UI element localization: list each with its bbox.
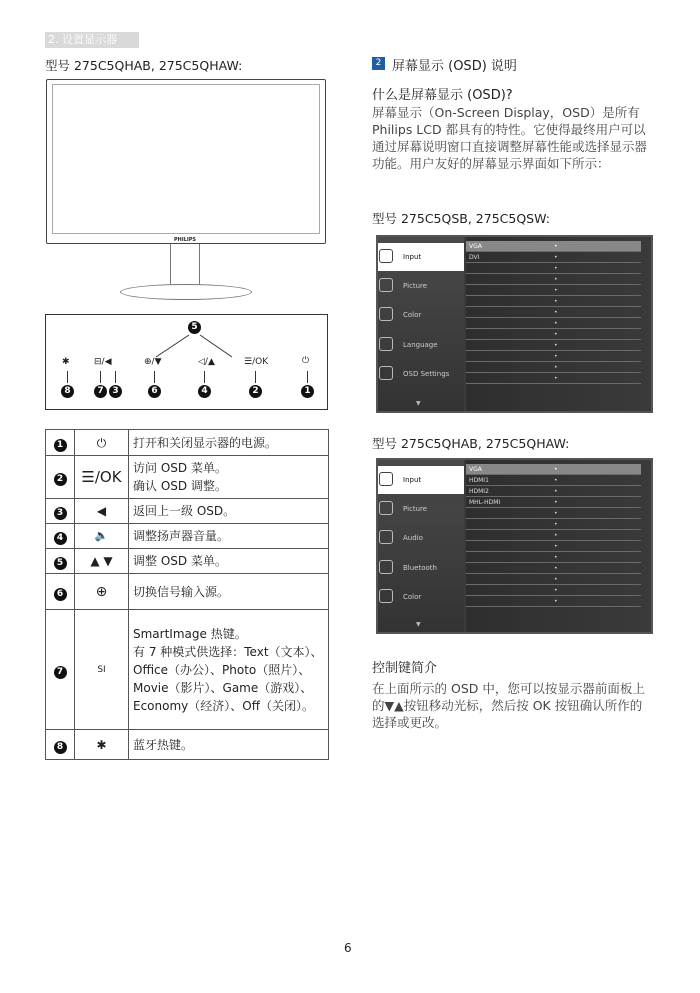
row-number: 6 xyxy=(54,588,67,601)
osd-menu-item-color: Color xyxy=(378,583,464,611)
input-icon xyxy=(379,472,393,486)
callout-line-2 xyxy=(255,371,256,383)
power-icon: ⏻ xyxy=(75,430,129,456)
scroll-down-icon: ▼ xyxy=(416,621,421,628)
osd-option: MHL-HDMI • xyxy=(466,497,641,508)
callout-6: 6 xyxy=(148,385,161,398)
input-down-button: ⊕/▼ xyxy=(144,357,162,367)
menu-icon: ☰ xyxy=(244,357,253,367)
osd1-model-heading: 型号 275C5QSB, 275C5QSW: xyxy=(372,211,550,226)
bluetooth-icon xyxy=(379,560,393,574)
osd-menu-item-picture: Picture xyxy=(378,272,464,300)
settings-icon xyxy=(379,366,393,380)
osd-option: VGA • xyxy=(466,241,641,252)
row-description: 调整 OSD 菜单。 xyxy=(129,549,329,574)
section-title: 屏幕显示 (OSD) 说明 xyxy=(392,59,517,74)
language-icon xyxy=(379,337,393,351)
osd-menu-item-bluetooth: Bluetooth xyxy=(378,554,464,582)
monitor-screen xyxy=(52,84,320,234)
back-arrow-icon: ◀ xyxy=(75,499,129,524)
monitor-stand-base xyxy=(120,284,252,300)
osd-option: • xyxy=(466,318,641,329)
osd-option: • xyxy=(466,563,641,574)
osd-option: DVI • xyxy=(466,252,641,263)
smartimage-icon: ⊟ xyxy=(94,357,102,367)
speaker-icon: 🔈 xyxy=(75,524,129,549)
speaker-icon: ◁ xyxy=(198,357,205,367)
callout-1: 1 xyxy=(301,385,314,398)
osd-menu-item-input: Input xyxy=(378,243,464,271)
row-description: 返回上一级 OSD。 xyxy=(129,499,329,524)
monitor-brand-logo: PHILIPS xyxy=(173,237,197,243)
osd-option: • xyxy=(466,296,641,307)
osd-submenu xyxy=(466,460,651,632)
volume-up-button: ◁/▲ xyxy=(198,357,215,367)
callout-line-4 xyxy=(204,371,205,383)
row-description: 访问 OSD 菜单。 确认 OSD 调整。 xyxy=(129,456,329,499)
smartimage-back-button: ⊟/◀ xyxy=(94,357,112,367)
audio-icon xyxy=(379,530,393,544)
osd-option: • xyxy=(466,274,641,285)
callout-line-7 xyxy=(100,371,101,383)
picture-icon xyxy=(379,501,393,515)
color-icon xyxy=(379,589,393,603)
callout-7: 7 xyxy=(94,385,107,398)
callout-line-3 xyxy=(115,371,116,383)
section-tab: 2. 设置显示器 xyxy=(45,32,139,48)
osd-option: • xyxy=(466,508,641,519)
control-key-table xyxy=(45,429,329,760)
table-row xyxy=(46,430,329,456)
row-number: 3 xyxy=(54,507,67,520)
callout-2: 2 xyxy=(249,385,262,398)
page-number: 6 xyxy=(344,941,352,955)
section-number-badge: 2 xyxy=(372,57,385,70)
osd-option: • xyxy=(466,285,641,296)
osd-main-menu xyxy=(378,237,464,411)
table-row xyxy=(46,730,329,760)
osd-option: • xyxy=(466,519,641,530)
power-icon: ⏻ xyxy=(302,356,310,366)
callout-3: 3 xyxy=(109,385,122,398)
row-number: 7 xyxy=(54,666,67,679)
callout-8: 8 xyxy=(61,385,74,398)
controls-paragraph: 在上面所示的 OSD 中，您可以按显示器前面板上的▼▲按钮移动光标，然后按 OK 按钮确认所作的选择或更改。 xyxy=(372,681,645,730)
callout-line-1 xyxy=(307,371,308,383)
osd-menu-screenshot-2 xyxy=(376,458,653,634)
osd-subtitle: 什么是屏幕显示 (OSD)? xyxy=(372,88,513,103)
table-row xyxy=(46,549,329,574)
osd-menu-item-input: Input xyxy=(378,466,464,494)
osd-option: • xyxy=(466,596,641,607)
callout-lines-5 xyxy=(46,315,329,411)
left-model-heading: 型号 275C5QHAB, 275C5QHAW: xyxy=(45,58,243,73)
osd-main-menu xyxy=(378,460,464,632)
osd2-model-heading: 型号 275C5QHAB, 275C5QHAW: xyxy=(372,436,570,451)
row-description: 打开和关闭显示器的电源。 xyxy=(129,430,329,456)
table-row xyxy=(46,610,329,730)
row-number: 1 xyxy=(54,439,67,452)
row-description: 蓝牙热键。 xyxy=(129,730,329,760)
bluetooth-icon: ✱ xyxy=(75,730,129,760)
table-row xyxy=(46,574,329,610)
row-number: 8 xyxy=(54,741,67,754)
scroll-down-icon: ▼ xyxy=(416,400,421,407)
row-description: SmartImage 热键。 有 7 种模式供选择：Text（文本）、Office（办公）、Photo（照片）、Movie（影片）、Game（游戏）、Economy（经济）、Off（关闭）。 xyxy=(129,610,329,730)
table-row xyxy=(46,456,329,499)
bluetooth-icon: ✱ xyxy=(62,357,70,367)
input-icon: ⊕ xyxy=(144,357,152,367)
menu-ok-button: ☰/OK xyxy=(244,357,269,367)
osd-option: • xyxy=(466,585,641,596)
osd-menu-screenshot-1 xyxy=(376,235,653,413)
osd-menu-item-language: Language xyxy=(378,331,464,359)
row-number: 4 xyxy=(54,532,67,545)
osd-option: • xyxy=(466,362,641,373)
osd-option: VGA • xyxy=(466,464,641,475)
table-row xyxy=(46,499,329,524)
input-source-icon: ⊕ xyxy=(75,574,129,610)
osd-option: • xyxy=(466,329,641,340)
callout-4: 4 xyxy=(198,385,211,398)
osd-menu-item-picture: Picture xyxy=(378,495,464,523)
controls-title: 控制键简介 xyxy=(372,661,438,676)
osd-option: • xyxy=(466,574,641,585)
smartimage-icon: SI xyxy=(75,610,129,730)
osd-option: HDMI2 • xyxy=(466,486,641,497)
input-icon xyxy=(379,249,393,263)
osd-submenu xyxy=(466,237,651,411)
callout-line-6 xyxy=(154,371,155,383)
table-row xyxy=(46,524,329,549)
osd-option: • xyxy=(466,373,641,384)
osd-option: • xyxy=(466,351,641,362)
osd-option: • xyxy=(466,307,641,318)
picture-icon xyxy=(379,278,393,292)
row-number: 2 xyxy=(54,473,67,486)
row-number: 5 xyxy=(54,557,67,570)
menu-ok-icon: ☰/OK xyxy=(75,456,129,499)
callout-5: 5 xyxy=(188,321,201,334)
row-description: 切换信号输入源。 xyxy=(129,574,329,610)
osd-option: • xyxy=(466,530,641,541)
monitor-stand-neck xyxy=(170,244,200,289)
color-icon xyxy=(379,307,393,321)
osd-option: • xyxy=(466,541,641,552)
osd-menu-item-audio: Audio xyxy=(378,524,464,552)
row-description: 调整扬声器音量。 xyxy=(129,524,329,549)
control-panel-diagram xyxy=(45,314,328,410)
osd-option: • xyxy=(466,340,641,351)
osd-option: • xyxy=(466,263,641,274)
callout-line-8 xyxy=(67,371,68,383)
osd-menu-item-osd-settings: OSD Settings xyxy=(378,360,464,388)
osd-intro-paragraph: 屏幕显示（On-Screen Display，OSD）是所有 Philips LCD 都具有的特性。它使得最终用户可以通过屏幕说明窗口直接调整屏幕性能或选择显示器功能。用户友好的屏幕显示界面如下所示： xyxy=(372,105,648,171)
osd-option: • xyxy=(466,552,641,563)
osd-option: HDMI1 • xyxy=(466,475,641,486)
up-down-arrows-icon: ▲ ▼ xyxy=(75,549,129,574)
osd-menu-item-color: Color xyxy=(378,301,464,329)
